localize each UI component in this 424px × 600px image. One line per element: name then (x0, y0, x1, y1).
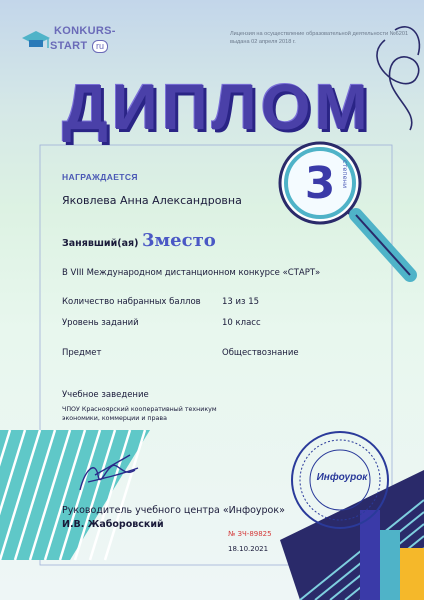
contest-name: В VIII Международном дистанционном конкурсе «СТАРТ» (62, 268, 321, 278)
degree-number: 3 (304, 158, 336, 209)
diploma-title: ДИПЛОМ (62, 71, 372, 143)
logo-text-line2: START (50, 40, 88, 52)
subject-value: Обществознание (222, 348, 299, 358)
issue-date: 18.10.2021 (228, 545, 269, 553)
awarded-label: НАГРАЖДАЕТСЯ (62, 172, 138, 182)
stamp-name: Инфоурок (316, 472, 368, 483)
score-label: Количество набранных баллов (62, 297, 201, 307)
score-value: 13 из 15 (222, 297, 260, 307)
place-label: Занявший(ая) (62, 238, 139, 249)
head-label: Руководитель учебного центра «Инфоурок» (62, 505, 285, 516)
level-label: Уровень заданий (62, 318, 139, 328)
stripes-decoration-left (0, 430, 150, 560)
place-value: 3место (142, 230, 216, 251)
logo-domain-badge: ru (92, 40, 108, 53)
document-number: № ЗЧ-89825 (228, 530, 272, 538)
logo-text-line1: KONKURS- (54, 25, 116, 37)
recipient-name: Яковлева Анна Александровна (62, 194, 242, 207)
license-text: Лицензия на осуществление образовательной деятельности №6201 выдана 02 апреля 2018 г. (230, 31, 409, 45)
subject-label: Предмет (62, 348, 102, 358)
degree-word: степени (341, 160, 349, 189)
level-value: 10 класс (222, 318, 261, 328)
head-name: И.В. Жаборовский (62, 519, 164, 530)
edu-label: Учебное заведение (62, 390, 149, 400)
edu-value: ЧПОУ Красноярский кооперативный техникум экономики, коммерции и права (62, 406, 217, 422)
logo-cap-icon (22, 31, 50, 48)
